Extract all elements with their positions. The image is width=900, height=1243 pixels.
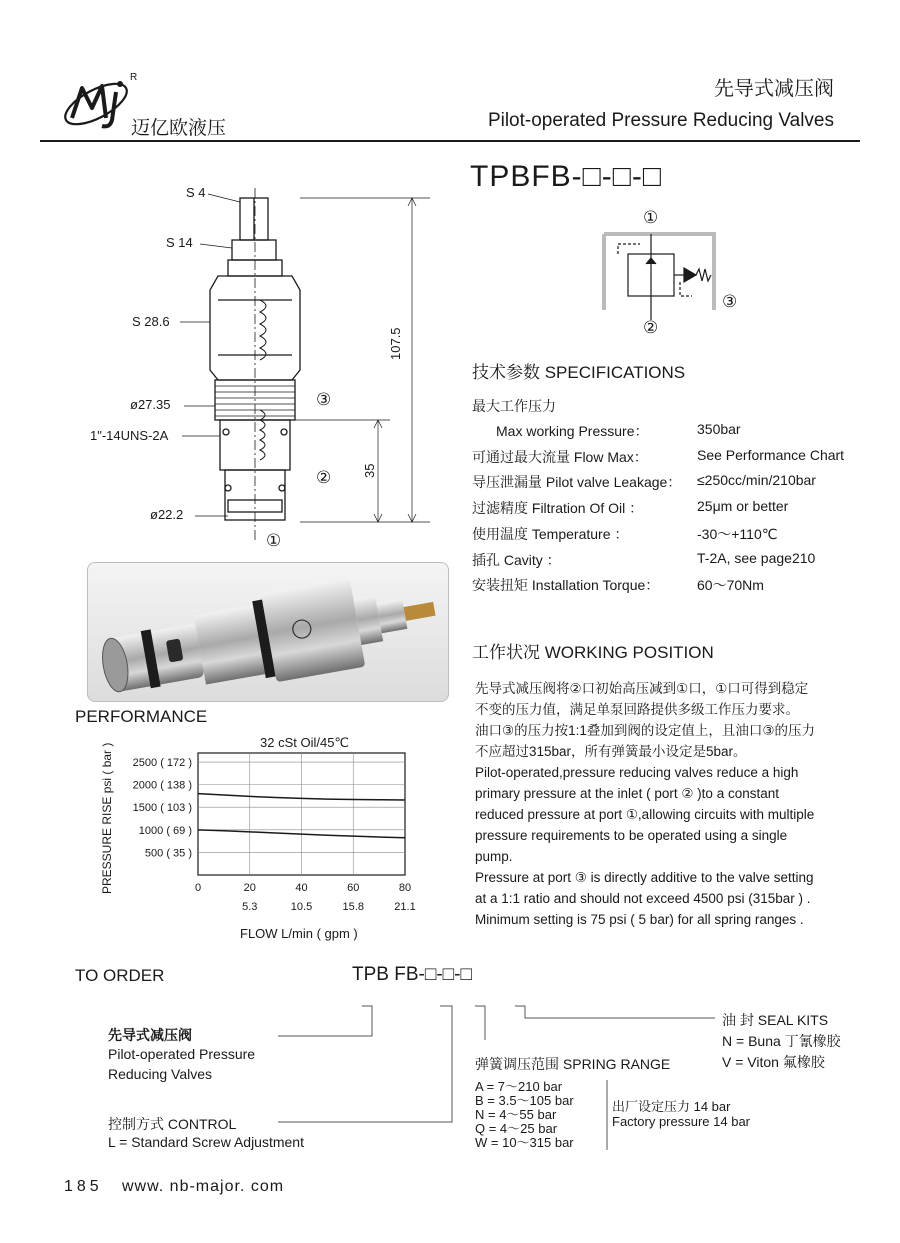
spec-label: 可通过最大流量 Flow Max： [472, 449, 648, 465]
seal-option: V = Viton 氟橡胶 [722, 1054, 825, 1070]
chart-y-tick-label: 500 ( 35 ) [144, 847, 192, 860]
factory-setting-en: Factory pressure 14 bar [612, 1114, 751, 1129]
model-code: TPBFB-□-□-□ [470, 160, 663, 193]
chart-x-gpm-tick-label: 21.1 [394, 901, 416, 913]
diagram-port-1: ① [266, 531, 282, 550]
chart-x-tick-label: 60 [347, 882, 360, 894]
performance-heading: PERFORMANCE [75, 707, 208, 726]
dim-d222: ø22.2 [150, 507, 184, 522]
dim-thread: 1"-14UNS-2A [90, 428, 169, 443]
spring-option: Q = 4～25 bar [475, 1121, 558, 1136]
symbol-port-2: ② [643, 318, 659, 337]
dim-length-107: 107.5 [388, 327, 403, 360]
working-heading: 工作状况 WORKING POSITION [472, 643, 714, 662]
dim-length-35: 35 [362, 463, 377, 478]
spec-label: 安装扭矩 Installation Torque： [472, 577, 660, 593]
seal-option: N = Buna 丁氰橡胶 [722, 1033, 841, 1049]
order-control-option: L = Standard Screw Adjustment [108, 1134, 304, 1150]
symbol-port-1: ① [643, 208, 659, 227]
chart-ylabel: PRESSURE RISE psi ( bar ) [100, 742, 114, 894]
chart-x-gpm-tick-label: 15.8 [342, 901, 364, 913]
order-type-en-1: Pilot-operated Pressure [108, 1046, 256, 1062]
chart-xlabel: FLOW L/min ( gpm ) [240, 926, 358, 941]
dim-d2735: ø27.35 [130, 397, 171, 412]
specs-heading: 技术参数 SPECIFICATIONS [472, 363, 686, 382]
page-number: 185 [64, 1178, 103, 1195]
order-spring-heading: 弹簧调压范围 SPRING RANGE [475, 1056, 671, 1072]
spec-label: 插孔 Cavity ： [472, 552, 561, 568]
symbol-port-3: ③ [722, 292, 738, 311]
order-type-cn: 先导式减压阀 [108, 1027, 192, 1043]
spec-value: -30～+110℃ [697, 526, 778, 542]
dim-s4: S 4 [186, 185, 206, 200]
working-paragraph-cn-1: 先导式减压阀将②口初始高压减到①口，①口可得到稳定不变的压力值，满足单泵回路提供多级工作压力要求。 [475, 681, 809, 717]
brand-name: 迈亿欧液压 [131, 118, 227, 139]
factory-setting-cn: 出厂设定压力 14 bar [612, 1099, 731, 1114]
chart-x-gpm-tick-label: 5.3 [242, 901, 258, 913]
footer-url: www. nb-major. com [122, 1178, 285, 1195]
chart-x-tick-label: 40 [295, 882, 308, 894]
spec-value: See Performance Chart [697, 447, 845, 463]
diagram-port-2: ② [316, 468, 332, 487]
spec-value: 60～70Nm [697, 577, 764, 593]
spring-option: N = 4～55 bar [475, 1107, 557, 1122]
diagram-port-3: ③ [316, 390, 332, 409]
page-title-cn: 先导式减压阀 [714, 78, 834, 100]
chart-x-tick-label: 80 [398, 882, 412, 894]
spring-option: W = 10～315 bar [475, 1135, 574, 1150]
spec-label: 过滤精度 Filtration Of Oil ： [472, 500, 644, 516]
spec-label: 最大工作压力 [472, 398, 556, 414]
order-seal-heading: 油 封 SEAL KITS [722, 1012, 829, 1028]
spec-value: 350bar [697, 421, 741, 437]
order-type-en-2: Reducing Valves [108, 1066, 213, 1082]
order-code: TPB FB-□-□-□ [352, 964, 472, 985]
order-heading: TO ORDER [75, 966, 165, 985]
chart-y-tick-label: 1000 ( 69 ) [138, 824, 192, 837]
spring-option: A = 7～210 bar [475, 1079, 563, 1094]
working-paragraph-en-1: Pilot-operated,pressure reducing valves reduce a high primary pressure at the inlet ( port ② )to a constant reduced pressure at port ①,allowing circuits with multiple pressure requirements to be operated using a single pump. [475, 765, 815, 864]
working-paragraph-en-2: Pressure at port ③ is directly additive to the valve setting at a 1:1 ratio and should not exceed 4500 psi (315bar ) . Minimum setting is 75 psi ( 5 bar) for all spring ranges . [475, 870, 814, 927]
spec-value: ≤250cc/min/210bar [697, 472, 816, 488]
spec-value: T-2A, see page210 [697, 550, 816, 566]
working-paragraph-cn-2: 油口③的压力按1:1叠加到阀的设定值上，且油口③的压力不应超过315bar，所有弹簧最小设定是5bar。 [475, 723, 815, 759]
spring-option: B = 3.5～105 bar [475, 1093, 574, 1108]
order-control-heading: 控制方式 CONTROL [108, 1116, 237, 1132]
dim-s14: S 14 [166, 235, 193, 250]
spec-label: 使用温度 Temperature ： [472, 526, 629, 542]
spec-label: 导压泄漏量 Pilot valve Leakage： [472, 474, 682, 490]
chart-y-tick-label: 1500 ( 103 ) [132, 802, 192, 815]
chart-x-tick-label: 0 [194, 882, 202, 894]
chart-title: 32 cSt Oil/45℃ [260, 735, 350, 750]
logo-registered-mark: R [130, 72, 138, 83]
chart-y-tick-label: 2000 ( 138 ) [132, 779, 192, 792]
chart-x-gpm-tick-label: 10.5 [290, 901, 313, 913]
chart-x-tick-label: 20 [243, 882, 256, 894]
spec-label: Max working Pressure： [496, 423, 649, 439]
dim-s286: S 28.6 [132, 314, 170, 329]
page-title-en: Pilot-operated Pressure Reducing Valves [487, 110, 834, 131]
spec-value: 25μm or better [697, 498, 789, 514]
chart-y-tick-label: 2500 ( 172 ) [132, 757, 192, 770]
